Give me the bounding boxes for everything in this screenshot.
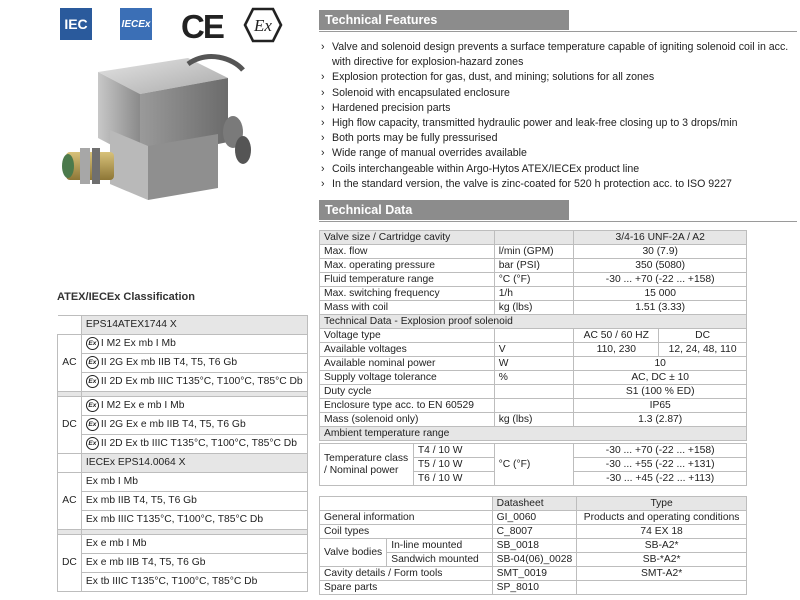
table-row: Coil types C_8007 74 EX 18 (320, 525, 747, 539)
feature-item: › Coils interchangeable within Argo-Hytos ATEX/IECEx product line (319, 162, 799, 177)
table-row: Valve bodies In-line mounted SB_0018 SB-A2* (320, 539, 747, 553)
table-header-row: Datasheet Type (320, 497, 747, 511)
valve-size-label: Valve size / Cartridge cavity (320, 231, 495, 245)
explosion-proof-title: Technical Data - Explosion proof solenoid (320, 315, 747, 329)
ambient-temperature-table (319, 443, 747, 486)
feature-item: › Valve and solenoid design prevents a surface temperature capable of igniting solenoid coil in acc. with directive for explosion-hazard zones (319, 40, 799, 70)
table-row: Ex II 2D Ex tb IIIC T135°C, T100°C, T85°C Db (58, 435, 308, 454)
ex-mark-icon: Ex (86, 399, 99, 412)
feature-item: › Wide range of manual overrides available (319, 146, 799, 161)
feature-item: › Hardened precision parts (319, 101, 799, 116)
table-row: AC Ex I M2 Ex mb I Mb (58, 335, 308, 354)
table-row: General information GI_0060 Products and operating conditions (320, 511, 747, 525)
feature-item: › High flow capacity, transmitted hydraulic power and leak-free closing up to 3 drops/min (319, 116, 799, 131)
technical-data-header: Technical Data (319, 200, 569, 220)
iecex-cert: IECEx EPS14.0064 X (81, 454, 307, 473)
feature-item: › Solenoid with encapsulated enclosure (319, 86, 799, 101)
table-row: Max. flow l/min (GPM) 30 (7.9) (320, 245, 747, 259)
table-row: Mass (solenoid only) kg (lbs) 1.3 (2.87) (320, 413, 747, 427)
valve-size-value: 3/4-16 UNF-2A / A2 (574, 231, 747, 245)
table-row: Cavity details / Form tools SMT_0019 SMT-A2* (320, 567, 747, 581)
atex-cert: EPS14ATEX1744 X (81, 316, 307, 335)
ex-mark-icon: Ex (86, 418, 99, 431)
table-row: DC Ex e mb I Mb (58, 535, 308, 554)
feature-item: › Both ports may be fully pressurised (319, 131, 799, 146)
table-row: Ex mb IIIC T135°C, T100°C, T85°C Db (58, 511, 308, 530)
table-row: DC Ex I M2 Ex e mb I Mb (58, 397, 308, 416)
table-row: Supply voltage tolerance % AC, DC ± 10 (320, 371, 747, 385)
dc-group-label: DC (58, 397, 82, 454)
table-row: Ex e mb IIB T4, T5, T6 Gb (58, 554, 308, 573)
table-row: Ex II 2D Ex mb IIIC T135°C, T100°C, T85°C Db (58, 373, 308, 392)
technical-features-header: Technical Features (319, 10, 569, 30)
table-row: Available nominal power W 10 (320, 357, 747, 371)
table-row: Sandwich mounted SB-04(06)_0028 SB-*A2* (320, 553, 747, 567)
ambient-temperature-title: Ambient temperature range (320, 427, 747, 441)
temperature-class-label: Temperature class / Nominal power (320, 444, 414, 486)
classification-table (57, 315, 308, 592)
valve-bodies-label: Valve bodies (320, 539, 387, 567)
table-row: Max. switching frequency 1/h 15 000 (320, 287, 747, 301)
technical-data-table (319, 230, 747, 441)
table-row: AC Ex mb I Mb (58, 473, 308, 492)
table-row: Ex mb IIB T4, T5, T6 Gb (58, 492, 308, 511)
table-row: Ex tb IIIC T135°C, T100°C, T85°C Db (58, 573, 308, 592)
feature-item: › In the standard version, the valve is zinc-coated for 520 h protection acc. to ISO 9227 (319, 177, 799, 192)
table-row: Voltage type AC 50 / 60 HZ DC (320, 329, 747, 343)
feature-item: › Explosion protection for gas, dust, and mining; solutions for all zones (319, 70, 799, 85)
table-row: Spare parts SP_8010 (320, 581, 747, 595)
table-row: Duty cycle S1 (100 % ED) (320, 385, 747, 399)
ambient-unit: °C (°F) (494, 444, 574, 486)
table-row: Ex II 2G Ex mb IIB T4, T5, T6 Gb (58, 354, 308, 373)
table-row: Ex II 2G Ex e mb IIB T4, T5, T6 Gb (58, 416, 308, 435)
table-row: Max. operating pressure bar (PSI) 350 (5080) (320, 259, 747, 273)
ce-mark: CE (181, 8, 223, 45)
documentation-table (319, 496, 747, 595)
ex-mark-icon: Ex (86, 337, 99, 350)
classification-title: ATEX/IECEx Classification (57, 291, 195, 303)
valve-product-image (58, 50, 258, 210)
table-row: Mass with coil kg (lbs) 1.51 (3.33) (320, 301, 747, 315)
table-row: T6 / 10 W -30 ... +45 (-22 ... +113) (320, 472, 747, 486)
iec-logo: IEC (60, 8, 92, 40)
table-row: T5 / 10 W -30 ... +55 (-22 ... +131) (320, 458, 747, 472)
ex-mark-icon: Ex (86, 375, 99, 388)
ex-mark-icon: Ex (86, 356, 99, 369)
table-row: Enclosure type acc. to EN 60529 IP65 (320, 399, 747, 413)
table-row: Temperature class / Nominal power T4 / 10 W °C (°F) -30 ... +70 (-22 ... +158) (320, 444, 747, 458)
iecex-logo: IECEx (120, 8, 152, 40)
technical-features-list (319, 40, 799, 192)
ex-hexagon-logo (243, 7, 283, 43)
ac-group-label: AC (58, 335, 82, 392)
svg-text:Ex: Ex (254, 16, 272, 35)
ex-mark-icon: Ex (86, 437, 99, 450)
table-row: Fluid temperature range °C (°F) -30 ... +70 (-22 ... +158) (320, 273, 747, 287)
table-row: Available voltages V 110, 230 12, 24, 48, 110 (320, 343, 747, 357)
